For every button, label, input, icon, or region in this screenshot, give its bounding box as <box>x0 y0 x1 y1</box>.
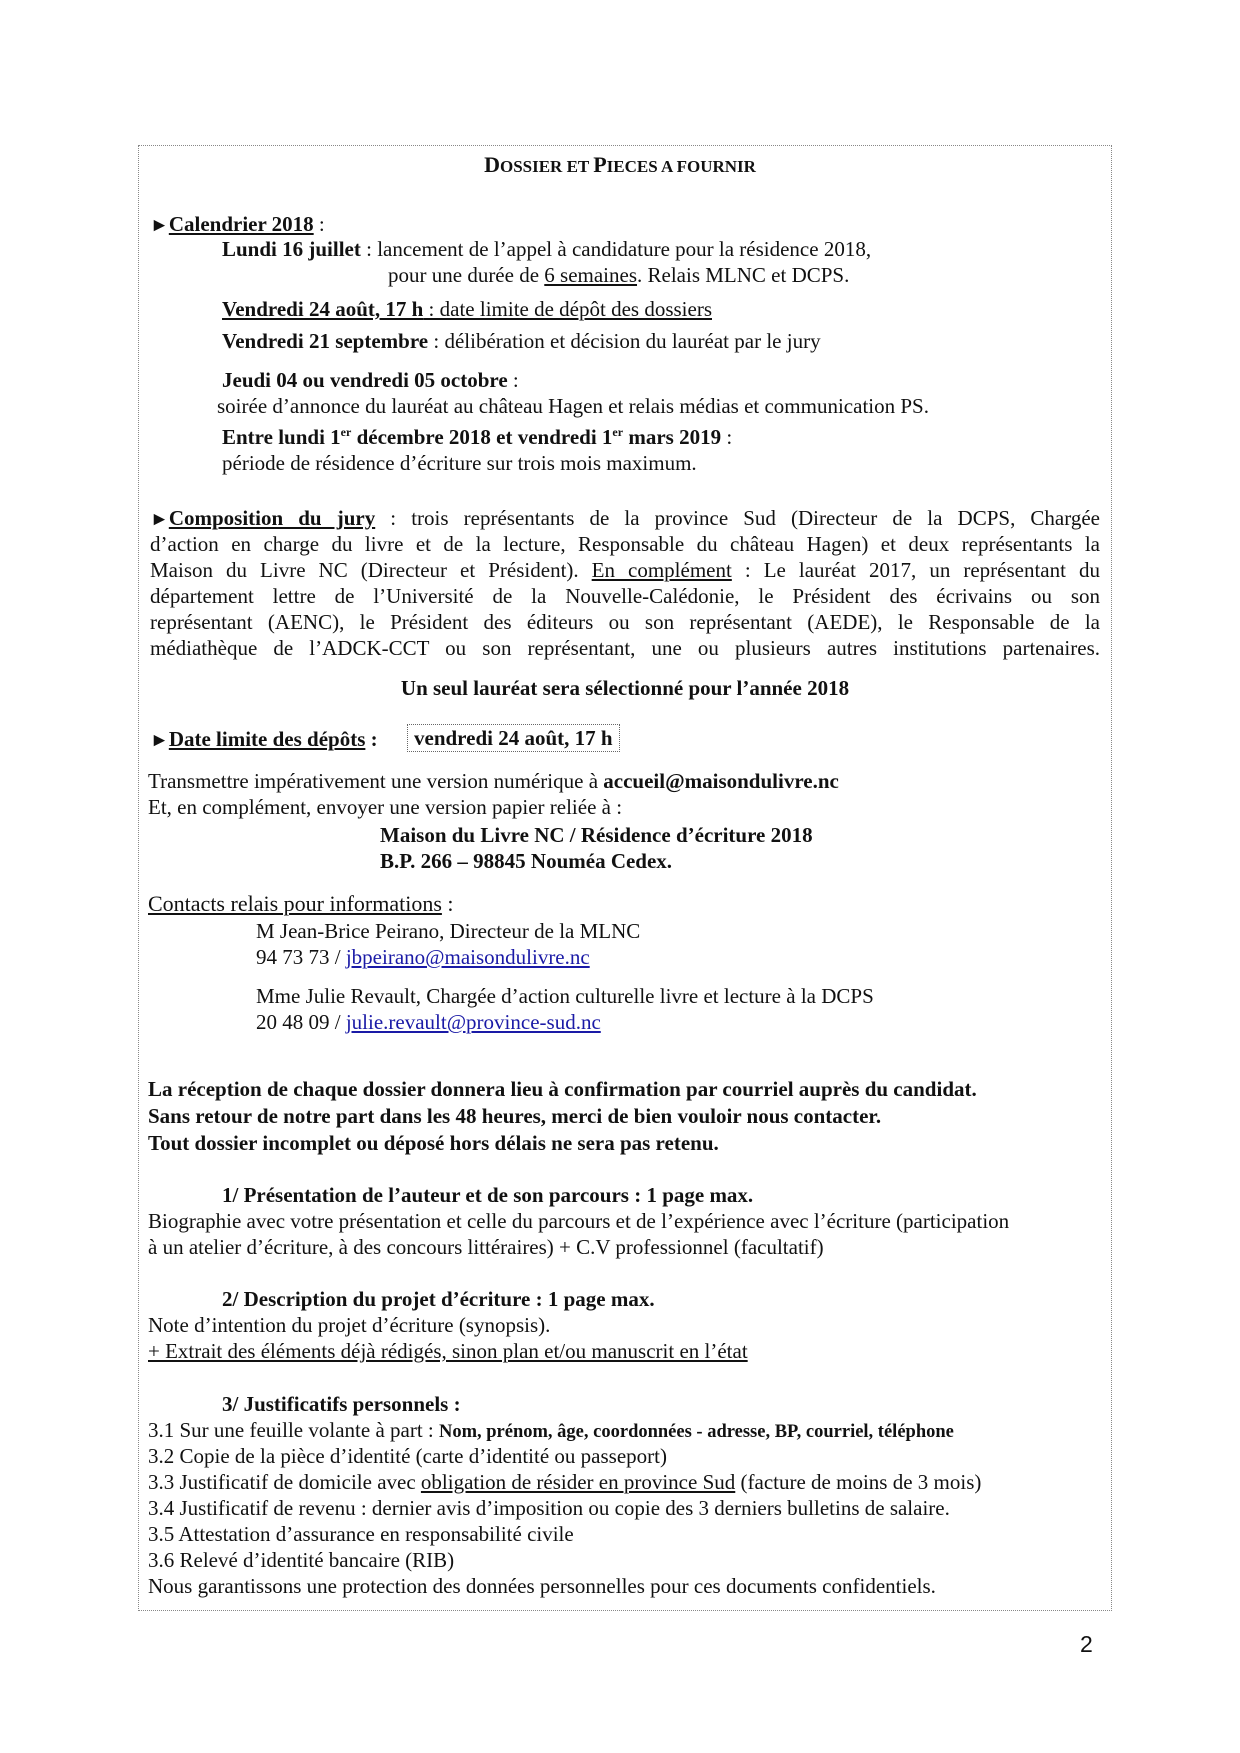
deadline-heading: ►Date limite des dépôts : <box>150 727 378 751</box>
notice-line: La réception de chaque dossier donnera lieu à confirmation par courriel auprès du candidat. <box>148 1077 977 1101</box>
section3-item: 3.1 Sur une feuille volante à part : Nom, prénom, âge, coordonnées - adresse, BP, courriel, téléphone <box>148 1418 954 1442</box>
contact-line: 20 48 09 / julie.revault@province-sud.nc <box>256 1010 601 1034</box>
jury-paragraph-line: médiathèque de l’ADCK-CCT ou son représentant, une ou plusieurs autres institutions partenaires. <box>150 636 1100 660</box>
triangle-bullet-icon: ► <box>150 509 169 530</box>
section3-item: 3.5 Attestation d’assurance en responsabilité civile <box>148 1522 574 1546</box>
jury-paragraph-line: représentant (AENC), le Président des éditeurs ou son représentant (AEDE), le Responsable de la <box>150 610 1100 634</box>
deadline-line: Transmettre impérativement une version numérique à accueil@maisondulivre.nc <box>148 769 839 793</box>
calendar-line: soirée d’annonce du lauréat au château Hagen et relais médias et communication PS. <box>217 394 929 418</box>
contacts-heading: Contacts relais pour informations : <box>148 891 454 916</box>
jury-paragraph-line: Maison du Livre NC (Directeur et Président). En complément : Le lauréat 2017, un représentant du <box>150 558 1100 582</box>
calendar-line: Jeudi 04 ou vendredi 05 octobre : <box>222 368 519 392</box>
calendar-line: Vendredi 21 septembre : délibération et décision du lauréat par le jury <box>222 329 821 353</box>
calendar-heading: ►Calendrier 2018 : <box>150 212 325 236</box>
deadline-line: Et, en complément, envoyer une version papier reliée à : <box>148 795 623 819</box>
jury-paragraph-line: ►Composition du jury : trois représentants de la province Sud (Directeur de la DCPS, Chargée <box>150 506 1100 530</box>
section2-heading: 2/ Description du projet d’écriture : 1 page max. <box>222 1287 655 1311</box>
single-winner-note: Un seul lauréat sera sélectionné pour l’année 2018 <box>400 676 850 700</box>
section3-closing: Nous garantissons une protection des données personnelles pour ces documents confidentiels. <box>148 1574 936 1598</box>
calendar-line: pour une durée de 6 semaines. Relais MLNC et DCPS. <box>388 263 850 287</box>
page-number: 2 <box>1080 1631 1093 1657</box>
section3-item: 3.4 Justificatif de revenu : dernier avis d’imposition ou copie des 3 derniers bulletins de salaire. <box>148 1496 950 1520</box>
notice-line: Tout dossier incomplet ou déposé hors délais ne sera pas retenu. <box>148 1131 719 1155</box>
calendar-line: Vendredi 24 août, 17 h : date limite de dépôt des dossiers <box>222 297 712 321</box>
section3-item: 3.2 Copie de la pièce d’identité (carte d’identité ou passeport) <box>148 1444 667 1468</box>
deadline-value: vendredi 24 août, 17 h <box>407 724 620 752</box>
section2-line: + Extrait des éléments déjà rédigés, sinon plan et/ou manuscrit en l’état <box>148 1339 748 1363</box>
section3-heading: 3/ Justificatifs personnels : <box>222 1392 461 1416</box>
section1-line: Biographie avec votre présentation et celle du parcours et de l’expérience avec l’écriture (participation <box>148 1209 1010 1233</box>
contact-name: M Jean-Brice Peirano, Directeur de la MLNC <box>256 919 641 943</box>
section2-line: Note d’intention du projet d’écriture (synopsis). <box>148 1313 551 1337</box>
calendar-line: Entre lundi 1er décembre 2018 et vendredi 1er mars 2019 : <box>222 425 733 449</box>
page-title: DOSSIER ET PIECES A FOURNIR <box>484 152 756 177</box>
triangle-bullet-icon: ► <box>150 730 169 751</box>
address-line: Maison du Livre NC / Résidence d’écriture 2018 <box>380 823 813 847</box>
calendar-line: Lundi 16 juillet : lancement de l’appel à candidature pour la résidence 2018, <box>222 237 872 261</box>
triangle-bullet-icon: ► <box>150 215 169 236</box>
address-line: B.P. 266 – 98845 Nouméa Cedex. <box>380 849 673 873</box>
jury-paragraph-line: d’action en charge du livre et de la lecture, Responsable du château Hagen) et deux représentants la <box>150 532 1100 556</box>
contact-email-link[interactable]: julie.revault@province-sud.nc <box>345 1010 601 1034</box>
section3-item: 3.3 Justificatif de domicile avec obligation de résider en province Sud (facture de moins de 3 mois) <box>148 1470 982 1494</box>
notice-line: Sans retour de notre part dans les 48 heures, merci de bien vouloir nous contacter. <box>148 1104 882 1128</box>
contact-name: Mme Julie Revault, Chargée d’action culturelle livre et lecture à la DCPS <box>256 984 874 1008</box>
contact-email-link[interactable]: jbpeirano@maisondulivre.nc <box>345 945 590 969</box>
section3-item: 3.6 Relevé d’identité bancaire (RIB) <box>148 1548 455 1572</box>
contact-line: 94 73 73 / jbpeirano@maisondulivre.nc <box>256 945 590 969</box>
section1-line: à un atelier d’écriture, à des concours littéraires) + C.V professionnel (facultatif) <box>148 1235 824 1259</box>
section1-heading: 1/ Présentation de l’auteur et de son parcours : 1 page max. <box>222 1183 754 1207</box>
jury-paragraph-line: département lettre de l’Université de la Nouvelle-Calédonie, le Président des écrivains ou son <box>150 584 1100 608</box>
calendar-line: période de résidence d’écriture sur trois mois maximum. <box>222 451 697 475</box>
